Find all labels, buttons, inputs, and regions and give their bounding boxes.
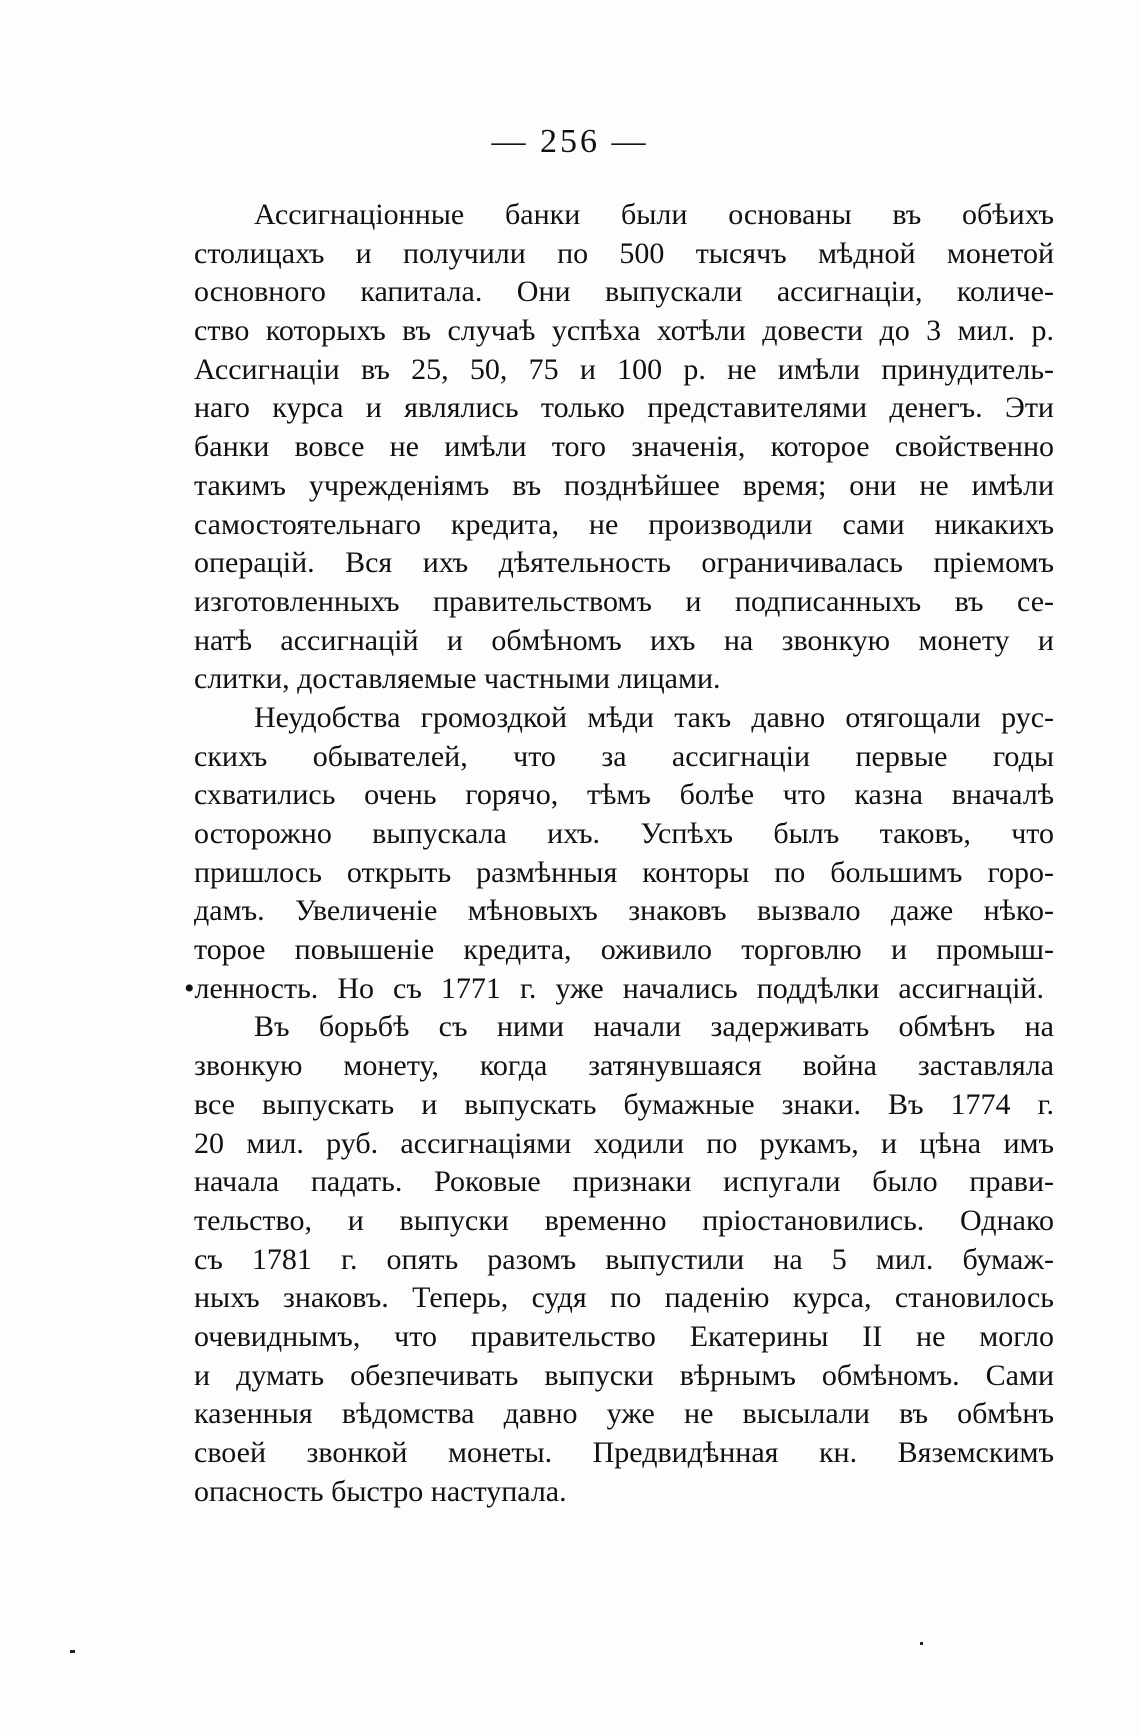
text-line: столицахъ и получили по 500 тысячъ мѣдной монетой	[194, 236, 1054, 270]
paragraph	[184, 699, 1054, 1009]
text-line: тельство, и выпуски временно пріостановились. Однако	[194, 1203, 1054, 1237]
text-line: 20 мил. руб. ассигнаціями ходили по рукамъ, и цѣна имъ	[194, 1126, 1054, 1160]
text-line: торое повышеніе кредита, оживило торговлю и промыш-	[194, 933, 1054, 967]
text-line: пришлось открыть размѣнныя конторы по большимъ горо-	[194, 855, 1054, 889]
text-line: и думать обезпечивать выпуски вѣрнымъ обмѣномъ. Сами	[194, 1358, 1054, 1392]
text-line: ство которыхъ въ случаѣ успѣха хотѣли довести до 3 мил. р.	[194, 314, 1054, 348]
text-line: •ленность. Но съ 1771 г. уже начались поддѣлки ассигнацій.	[184, 971, 1044, 1005]
text-line: изготовленныхъ правительствомъ и подписанныхъ въ се-	[194, 584, 1054, 618]
text-line: звонкую монету, когда затянувшаяся война заставляла	[194, 1049, 1054, 1083]
text-line: натѣ ассигнацій и обмѣномъ ихъ на звонкую монету и	[194, 623, 1054, 657]
text-line: казенныя вѣдомства давно уже не высылали въ обмѣнъ	[194, 1397, 1054, 1431]
scan-speck	[70, 1650, 75, 1653]
text-line: такимъ учрежденіямъ въ позднѣйшее время; они не имѣли	[194, 468, 1054, 502]
text-line: Неудобства громоздкой мѣди такъ давно отягощали рус-	[254, 700, 1054, 734]
text-line: Ассигнаціи въ 25, 50, 75 и 100 р. не имѣли принудитель-	[194, 352, 1054, 386]
text-line: опасность быстро наступала.	[194, 1474, 567, 1508]
text-line: самостоятельнаго кредита, не производили сами никакихъ	[194, 507, 1054, 541]
text-line: начала падать. Роковые признаки испугали было прави-	[194, 1165, 1054, 1199]
text-line: банки вовсе не имѣли того значенія, которое свойственно	[194, 430, 1054, 464]
text-line: своей звонкой монеты. Предвидѣнная кн. Вяземскимъ	[194, 1436, 1054, 1469]
body-text	[184, 196, 1054, 1511]
paragraph	[194, 1008, 1054, 1511]
text-line: Въ борьбѣ съ ними начали задерживать обмѣнъ на	[254, 1010, 1054, 1044]
text-line: основного капитала. Они выпускали ассигнаціи, количе-	[194, 275, 1054, 309]
text-line: операцій. Вся ихъ дѣятельность ограничивалась пріемомъ	[194, 546, 1054, 580]
text-line: слитки, доставляемые частными лицами.	[194, 662, 721, 696]
text-line: дамъ. Увеличеніе мѣновыхъ знаковъ вызвало даже нѣко-	[194, 894, 1054, 928]
text-line: наго курса и являлись только представителями денегъ. Эти	[194, 391, 1054, 425]
text-line: схватились очень горячо, тѣмъ болѣе что казна вначалѣ	[194, 778, 1054, 812]
text-line: Ассигнаціонные банки были основаны въ обѣихъ	[254, 198, 1054, 231]
paragraph	[194, 196, 1054, 699]
text-line: очевиднымъ, что правительство Екатерины II не могло	[194, 1319, 1054, 1353]
text-line: ныхъ знаковъ. Теперь, судя по паденію курса, становилось	[194, 1281, 1054, 1315]
scan-speck	[920, 1642, 923, 1645]
text-line: осторожно выпускала ихъ. Успѣхъ былъ таковъ, что	[194, 817, 1054, 850]
text-line: съ 1781 г. опять разомъ выпустили на 5 мил. бумаж-	[194, 1242, 1054, 1276]
text-line: все выпускать и выпускать бумажные знаки. Въ 1774 г.	[194, 1087, 1054, 1121]
text-line: скихъ обывателей, что за ассигнаціи первые годы	[194, 739, 1054, 773]
page-number: — 256 —	[491, 123, 649, 160]
